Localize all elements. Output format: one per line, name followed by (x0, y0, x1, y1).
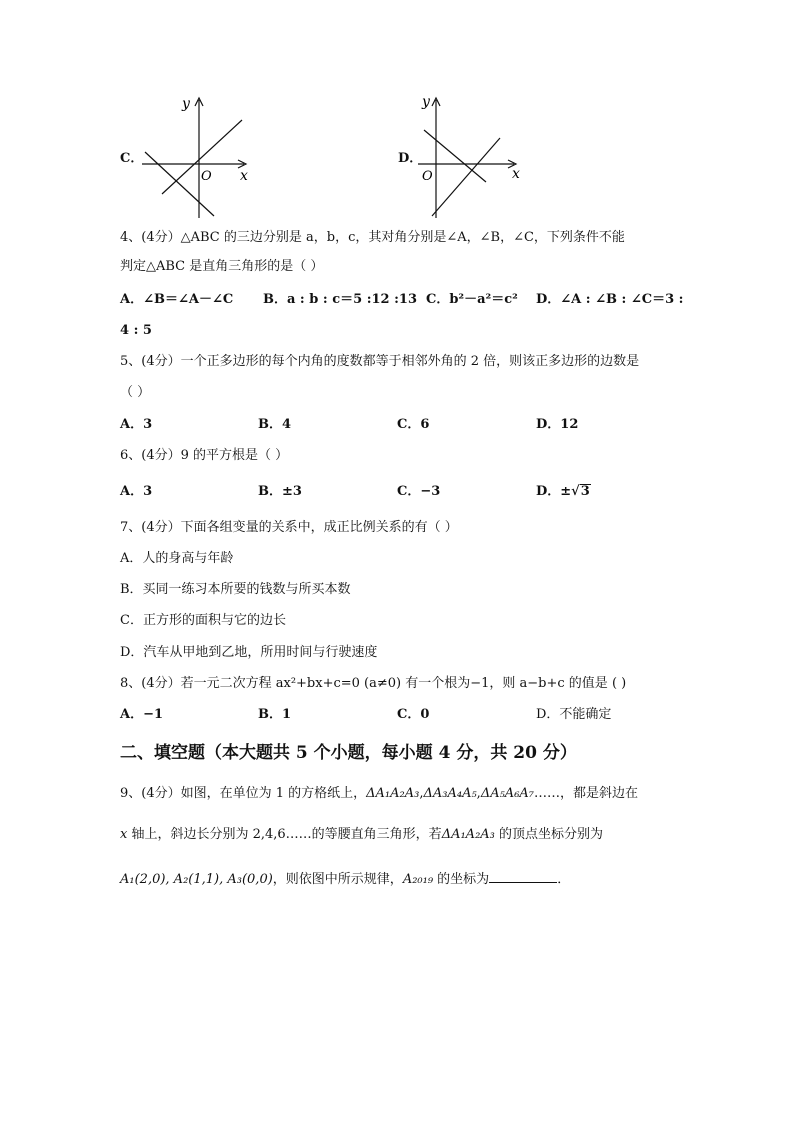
q6-option-d-radicand: 3 (580, 484, 590, 499)
q8-option-c[interactable]: C．0 (397, 707, 430, 722)
graph-d-origin-label: O (422, 169, 433, 184)
q8-option-a[interactable]: A．−1 (120, 707, 164, 722)
q6-option-d[interactable] (536, 483, 591, 501)
q6-option-c[interactable]: C．−3 (397, 484, 441, 499)
graph-d (418, 92, 528, 220)
q9-line3 (120, 868, 570, 889)
graph-d-line-1 (424, 130, 486, 182)
graph-c (140, 92, 255, 220)
q9-line3-text2: 的坐标为 (433, 872, 490, 887)
q6-option-b[interactable]: B．±3 (258, 484, 302, 499)
q5-option-a[interactable]: A．3 (120, 417, 153, 432)
q9-x-axis-symbol: x (120, 827, 128, 842)
q4-stem-line1: 4、(4分）△ABC 的三边分别是 a，b，c，其对角分别是∠A，∠B，∠C，下列条件不能 (120, 230, 625, 245)
graph-d-x-label: x (512, 166, 520, 182)
q4-option-a[interactable]: A．∠B＝∠A－∠C (120, 292, 234, 307)
q8-option-d[interactable]: D．不能确定 (536, 707, 612, 722)
q9-triangle-ref: ΔA₁A₂A₃ (441, 827, 495, 842)
option-d-label: D． (398, 151, 423, 166)
q5-option-b[interactable]: B．4 (258, 417, 292, 432)
sqrt-radical-icon: √ (571, 484, 580, 499)
q9-line1: 9、(4分）如图，在单位为 1 的方格纸上，ΔA₁A₂A₃,ΔA₃A₄A₅,ΔA₅A₆A₇……，都是斜边在 (120, 786, 639, 801)
q4-option-b[interactable]: B．a : b : c＝5 :12 :13 (263, 292, 417, 307)
q8-option-b[interactable]: B．1 (258, 707, 292, 722)
graph-c-origin-label: O (201, 169, 212, 184)
q4-option-d[interactable]: D．∠A : ∠B : ∠C＝3 : (536, 292, 684, 307)
q4-option-d-continued: 4 : 5 (120, 323, 152, 338)
q9-line3-text: ，则依图中所示规律， (272, 872, 403, 887)
q9-line2-text: 轴上，斜边长分别为 2,4,6……的等腰直角三角形，若 (127, 827, 442, 842)
q5-stem-line2: （ ） (120, 385, 151, 400)
q6-option-d-prefix: D．± (536, 484, 572, 499)
q8-stem: 8、(4分）若一元二次方程 ax²+bx+c=0 (a≠0) 有一个根为−1，则 a−b+c 的值是 ( ) (120, 676, 627, 691)
q9-line1-end: ……，都是斜边在 (534, 786, 639, 801)
q9-line2 (120, 826, 603, 844)
q5-stem-line1: 5、(4分）一个正多边形的每个内角的度数都等于相邻外角的 2 倍，则该正多边形的边数是 (120, 354, 640, 369)
graph-d-line-2 (432, 138, 500, 216)
q4-stem-line2: 判定△ABC 是直角三角形的是（ ） (120, 259, 324, 274)
graph-c-y-label: y (182, 96, 190, 112)
q7-option-c[interactable]: C．正方形的面积与它的边长 (120, 613, 286, 628)
q7-stem: 7、(4分）下面各组变量的关系中，成正比例关系的有（ ） (120, 520, 458, 535)
q5-option-c[interactable]: C．6 (397, 417, 430, 432)
q9-vertex-coords: A₁(2,0), A₂(1,1), A₃(0,0) (120, 872, 273, 887)
graph-c-x-label: x (240, 168, 248, 184)
q9-line3-end: ． (557, 872, 571, 887)
q9-target-point: A₂₀₁₉ (402, 872, 434, 887)
q9-triangle-3: ΔA₅A₆A₇ (480, 786, 534, 801)
q6-stem: 6、(4分）9 的平方根是（ ） (120, 448, 289, 463)
option-c-label: C． (120, 151, 144, 166)
graph-d-y-label: y (422, 94, 430, 110)
section-title: 二、填空题（本大题共 5 个小题，每小题 4 分，共 20 分） (120, 743, 577, 763)
q9-answer-blank[interactable] (489, 868, 557, 883)
q5-option-d[interactable]: D．12 (536, 417, 579, 432)
q9-line1-text: 9、(4分）如图，在单位为 1 的方格纸上， (120, 786, 367, 801)
q9-triangle-1: ΔA₁A₂A₃ (366, 786, 420, 801)
q7-option-d[interactable]: D．汽车从甲地到乙地，所用时间与行驶速度 (120, 645, 378, 660)
graph-c-line-1 (145, 152, 214, 216)
q7-option-a[interactable]: A．人的身高与年龄 (120, 551, 234, 566)
q6-option-a[interactable]: A．3 (120, 484, 153, 499)
q9-triangle-2: ΔA₃A₄A₅ (423, 786, 477, 801)
q7-option-b[interactable]: B．买同一练习本所要的钱数与所买本数 (120, 582, 351, 597)
q9-line2-end: 的顶点坐标分别为 (494, 827, 604, 842)
q4-option-c[interactable]: C．b²－a²＝c² (426, 292, 518, 307)
